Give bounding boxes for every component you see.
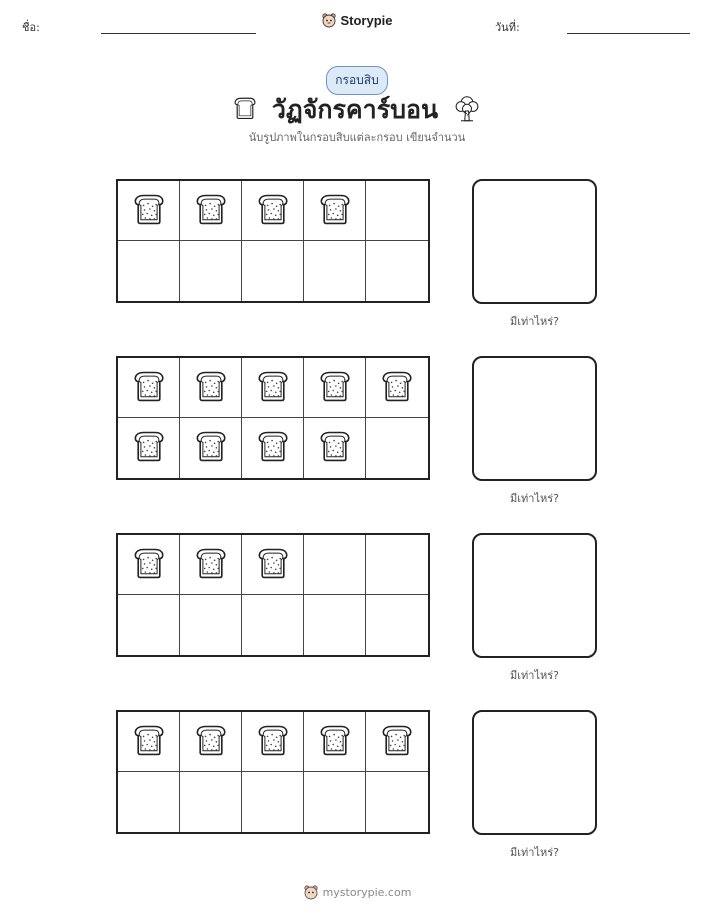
bread-slice-icon [131,544,167,586]
bread-slice-icon [131,427,167,469]
bread-slice-icon [317,427,353,469]
bread-slice-icon [193,427,229,469]
question-label: มีเท่าไหร่? [510,846,559,859]
ten-frame-cell [242,181,304,241]
ten-frame-cell [118,358,180,418]
ten-frame-cell [304,535,366,595]
ten-frame-cell [180,418,242,478]
ten-frame [116,533,430,657]
ten-frame-cell [366,241,428,301]
page-title: วัฏจักรคาร์บอน [271,95,439,124]
ten-frame-cell [366,181,428,241]
ten-frame-cell [180,772,242,832]
answer-box[interactable] [472,356,597,481]
ten-frame-cell [304,418,366,478]
answer-box[interactable] [472,179,597,304]
bread-slice-icon [131,721,167,763]
ten-frame-cell [180,241,242,301]
ten-frame-cell [118,181,180,241]
ten-frame [116,710,430,834]
bread-slice-icon [317,367,353,409]
ten-frame-cell [180,595,242,655]
ten-frame-cell [180,535,242,595]
bread-slice-icon [255,721,291,763]
name-label: ชื่อ: [22,21,40,34]
bread-slice-icon [255,427,291,469]
ten-frame-cell [304,181,366,241]
ten-frame-cell [242,358,304,418]
bread-slice-icon [317,190,353,232]
ten-frame [116,356,430,480]
ten-frame-cell [118,712,180,772]
ten-frame-cell [366,358,428,418]
ten-frame-cell [304,712,366,772]
ten-frame-cell [366,535,428,595]
ten-frame-cell [242,595,304,655]
ten-frame-cell [242,772,304,832]
ten-frame-cell [304,241,366,301]
storypie-mascot-icon [303,884,319,900]
bread-slice-icon [193,367,229,409]
ten-frame-cell [366,595,428,655]
tree-icon [452,93,482,127]
bread-slice-icon [193,544,229,586]
ten-frame-cell [118,772,180,832]
ten-frame-cell [242,418,304,478]
bread-slice-icon [193,721,229,763]
ten-frame-cell [118,595,180,655]
ten-frame-cell [304,595,366,655]
bread-slice-icon [255,544,291,586]
ten-frame-cell [366,772,428,832]
question-label: มีเท่าไหร่? [510,315,559,328]
ten-frame [116,179,430,303]
bread-slice-icon [131,190,167,232]
ten-frame-cell [304,358,366,418]
ten-frame-badge: กรอบสิบ [326,66,387,95]
answer-box[interactable] [472,710,597,835]
storypie-mascot-icon [321,12,337,28]
date-line[interactable] [567,33,690,34]
bread-slice-icon [379,367,415,409]
name-line[interactable] [101,33,256,34]
ten-frame-cell [118,418,180,478]
question-label: มีเท่าไหร่? [510,669,559,682]
answer-box[interactable] [472,533,597,658]
ten-frame-cell [242,241,304,301]
brand-logo [0,12,714,32]
ten-frame-cell [242,712,304,772]
ten-frame-cell [304,772,366,832]
bread-slice-icon [131,367,167,409]
ten-frame-cell [118,535,180,595]
ten-frame-cell [118,241,180,301]
instructions: นับรูปภาพในกรอบสิบแต่ละกรอบ เขียนจำนวน [248,131,466,144]
bread-slice-icon [193,190,229,232]
ten-frame-cell [242,535,304,595]
footer-url[interactable]: mystorypie.com [322,885,412,899]
ten-frame-cell [366,712,428,772]
brand-name: Storypie [340,12,393,28]
bread-slice-icon [317,721,353,763]
ten-frame-cell [180,181,242,241]
date-label: วันที่: [495,21,520,34]
ten-frame-cell [366,418,428,478]
bread-slice-icon [255,190,291,232]
bread-icon [232,95,258,125]
ten-frame-cell [180,712,242,772]
bread-slice-icon [255,367,291,409]
ten-frame-cell [180,358,242,418]
question-label: มีเท่าไหร่? [510,492,559,505]
bread-slice-icon [379,721,415,763]
